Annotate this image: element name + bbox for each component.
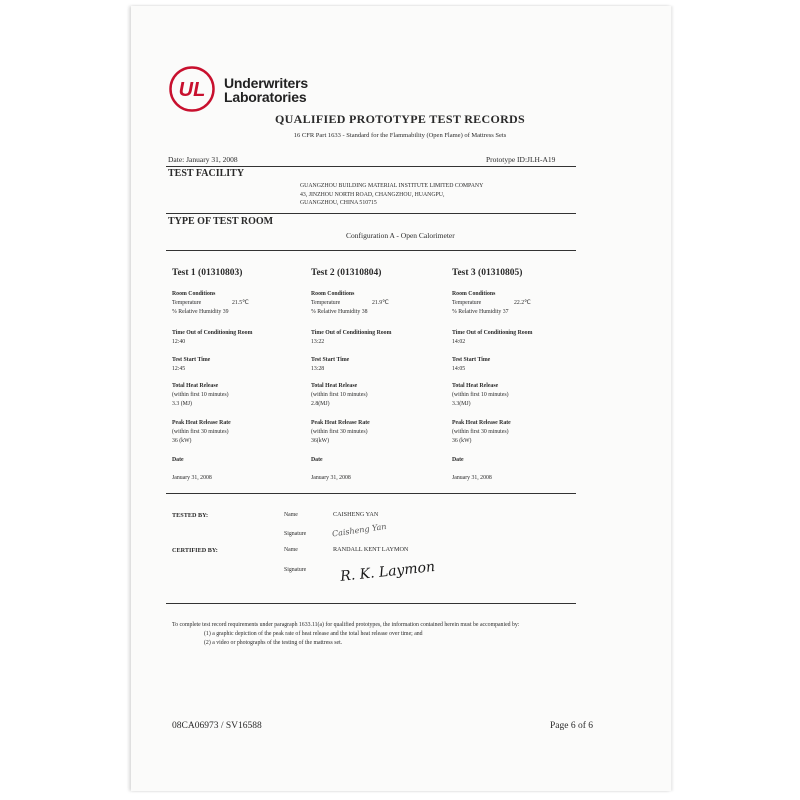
test-heading: Test 3 (01310805) [452,268,523,278]
time-out-value: 14:02 [452,339,466,345]
start-time-label: Test Start Time [311,357,350,363]
certified-signature-text: R. K. Laymon [339,559,436,585]
test-facility-heading: TEST FACILITY [168,168,245,179]
peak-heat-value: 36 (kW) [172,438,192,444]
start-time-value: 13:28 [311,366,325,372]
brand-line-1: Underwriters [224,75,308,91]
within-10-label: (within first 10 minutes) [311,392,368,398]
test-heading: Test 1 (01310803) [172,268,243,278]
date-value: January 31, 2008 [172,475,212,481]
room-configuration: Configuration A - Open Calorimeter [346,231,455,240]
peak-heat-label: Peak Heat Release Rate [172,420,231,426]
divider [166,493,576,494]
temperature-value: 21.5℃ [232,300,249,306]
temperature-value: 21.9℃ [372,300,389,306]
humidity-value: % Relative Humidity 38 [311,309,368,315]
total-heat-value: 2.8(MJ) [311,401,330,407]
total-heat-label: Total Heat Release [311,383,358,389]
within-30-label: (within first 30 minutes) [172,429,229,435]
tested-signature-text: Caisheng Yan [331,521,388,539]
ul-logo [169,66,215,112]
start-time-label: Test Start Time [172,357,211,363]
certified-by-name: RANDALL KENT LAYMON [333,546,409,553]
date-value: January 31, 2008 [452,475,492,481]
name-label: Name [284,512,298,518]
signature-label: Signature [284,567,307,573]
name-label: Name [284,547,298,553]
peak-heat-value: 36(kW) [311,438,330,444]
note-line-3: (2) a video or photographs of the testing of the mattress set. [204,640,343,646]
divider [166,250,576,251]
brand-line-2: Laboratories [224,89,307,105]
divider [166,213,576,214]
peak-heat-label: Peak Heat Release Rate [452,420,511,426]
test-heading: Test 2 (01310804) [311,268,382,278]
room-conditions-label: Room Conditions [452,291,496,297]
temperature-label: Temperature [452,300,482,306]
facility-line-1: GUANGZHOU BUILDING MATERIAL INSTITUTE LIMITED COMPANY [300,183,484,189]
total-heat-label: Total Heat Release [172,383,219,389]
date-label: Date [172,457,184,463]
certified-by-label: CERTIFIED BY: [172,547,218,554]
temperature-label: Temperature [172,300,202,306]
note-line-1: To complete test record requirements under paragraph 1633.11(a) for qualified prototypes, the information contained herein must be accompanied by: [172,622,520,628]
divider [166,166,576,167]
room-conditions-label: Room Conditions [172,291,216,297]
date-label: Date [311,457,323,463]
note-line-2: (1) a graphic depiction of the peak rate of heat release and the total heat release over time; and [204,631,423,637]
within-30-label: (within first 30 minutes) [311,429,368,435]
signature-label: Signature [284,531,307,537]
divider [166,603,576,604]
within-10-label: (within first 10 minutes) [172,392,229,398]
peak-heat-label: Peak Heat Release Rate [311,420,370,426]
tested-by-label: TESTED BY: [172,512,209,519]
start-time-value: 12:45 [172,366,186,372]
report-date: Date: January 31, 2008 [168,155,238,164]
total-heat-value: 3.3 (MJ) [172,401,192,407]
humidity-value: % Relative Humidity 39 [172,309,229,315]
facility-line-2: 43, JINZHOU NORTH ROAD, CHANGZHOU, HUANGPU, [300,192,445,198]
certified-by-signature [338,558,436,586]
room-conditions-label: Room Conditions [311,291,355,297]
facility-line-3: GUANGZHOU, CHINA 510715 [300,200,377,206]
time-out-label: Time Out of Conditioning Room [311,330,392,336]
start-time-value: 14:05 [452,366,466,372]
total-heat-label: Total Heat Release [452,383,499,389]
tested-by-signature [330,522,390,538]
ul-logo-text: UL [178,79,206,101]
start-time-label: Test Start Time [452,357,491,363]
within-10-label: (within first 10 minutes) [452,392,509,398]
temperature-label: Temperature [311,300,341,306]
peak-heat-value: 36 (kW) [452,438,472,444]
within-30-label: (within first 30 minutes) [452,429,509,435]
document-subtitle: 16 CFR Part 1633 - Standard for the Flammability (Open Flame) of Mattress Sets [293,132,507,139]
brand-name [224,76,308,104]
footer-reference: 08CA06973 / SV16588 [172,721,262,731]
test-room-heading: TYPE OF TEST ROOM [168,216,274,227]
time-out-label: Time Out of Conditioning Room [452,330,533,336]
time-out-value: 13:22 [311,339,325,345]
page-number: Page 6 of 6 [550,721,594,731]
date-label: Date [452,457,464,463]
temperature-value: 22.2℃ [514,300,531,306]
document-title: QUALIFIED PROTOTYPE TEST RECORDS [275,112,525,126]
time-out-value: 12:40 [172,339,186,345]
total-heat-value: 3.3(MJ) [452,401,471,407]
time-out-label: Time Out of Conditioning Room [172,330,253,336]
humidity-value: % Relative Humidity 37 [452,309,509,315]
tested-by-name: CAISHENG YAN [333,511,379,518]
prototype-id: Prototype ID:JLH-A19 [486,155,556,164]
date-value: January 31, 2008 [311,475,351,481]
